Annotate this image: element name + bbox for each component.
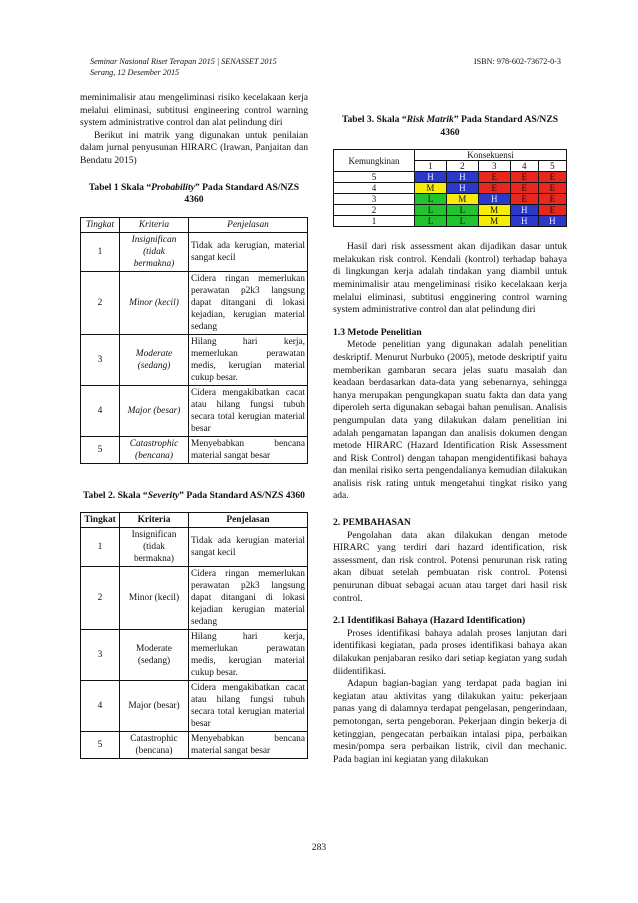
risk-cell: L	[415, 205, 447, 216]
level-cell: 4	[81, 385, 120, 436]
table-row	[81, 630, 308, 681]
page-number: 283	[311, 842, 327, 853]
activities-paragraph: Adapun bagian-bagian yang terdapat pada bagian ini kegiatan atau aktivitas yang dilakukan yaitu: pekerjaan panas yang di dalamnya terdapat pengelasan, pengerindaan, pemotongan, serta pengeboran. Pekerjaan dingin bekerja di ketinggian, pengecatan perbaikan intalasi pipa, perbaikan mesin/pompa sera perbaikan listrik, civil dan mechanic. Pada bagian ini kegiatan yang dilakukan	[333, 678, 567, 765]
matrix-intro-paragraph: Berikut ini matrik yang digunakan untuk penilaian dalam jurnal penyusunan HIRARC (Irawan, Panjaitan dan Bendatu 2015)	[80, 129, 308, 166]
table2-caption: Tabel 2. Skala “Severity” Pada Standard AS/NZS 4360	[83, 489, 305, 501]
likelihood-level: 4	[334, 183, 415, 194]
table3-caption: Tabel 3. Skala “Risk Matrik” Pada Standard AS/NZS 4360	[341, 114, 559, 138]
consequence-level: 1	[415, 161, 447, 172]
risk-cell: L	[415, 194, 447, 205]
description-cell: Menyebabkan bencana material sangat besar	[189, 436, 308, 463]
consequence-level: 3	[478, 161, 510, 172]
risk-cell: E	[538, 194, 566, 205]
method-paragraph: Metode penelitian yang digunakan adalah penelitian deskriptif. Menurut Nurbuko (2005), metode deskriptif yaitu memberikan gambaran secara jelas suatu masalah dan keadaan berdasarkan data-data yang sebenarnya, sehingga hanya merupakan pengungkapan suatu fakta dan data yang diperoleh serta digunakan sebagai bahan penulisan. Analisis pengumpulan data yang dilakukan dalam penelitian ini adalah pengamatan lapangan dan analisis dokumen dengan metode HIRARC (Hazard Identification Risk Assessment and Risk Control) dengan tahapan mengidentifikasi bahaya dan menilai risiko serta pengendalianya kemudian dilakukan analisis risk rating untuk mengetahui tingkat risiko yang ada.	[333, 339, 567, 502]
risk-cell: H	[478, 194, 510, 205]
risk-cell: E	[478, 172, 510, 183]
column-header: Penjelasan	[189, 217, 308, 232]
conference-name: Seminar Nasional Riset Terapan 2015 | SENASSET 2015	[90, 57, 277, 66]
risk-cell: M	[446, 194, 478, 205]
description-cell: Menyebabkan bencana material sangat besar	[189, 732, 308, 759]
hazard-identification-paragraph: Proses identifikasi bahaya adalah proses lanjutan dari identifikasi kegiatan, pada proses identifikasi bahaya akan dilakukan penjabaran resiko dari setiap kegiatan yang sudah diidentifikasi.	[333, 627, 567, 677]
table-row	[81, 385, 308, 436]
conference-date: Serang, 12 Desember 2015	[90, 68, 180, 77]
matrix-row	[334, 216, 567, 227]
column-header: Kriteria	[120, 217, 189, 232]
consequence-level: 2	[446, 161, 478, 172]
column-header: Penjelasan	[189, 513, 308, 528]
risk-cell: E	[538, 205, 566, 216]
risk-cell: E	[510, 183, 538, 194]
criteria-cell: Moderate (sedang)	[120, 334, 189, 385]
risk-cell: M	[478, 205, 510, 216]
level-cell: 1	[81, 232, 120, 271]
criteria-cell: Major (besar)	[120, 385, 189, 436]
table-row	[81, 681, 308, 732]
consequence-level: 4	[510, 161, 538, 172]
table-row	[81, 232, 308, 271]
left-column	[80, 92, 308, 759]
running-header	[90, 56, 277, 78]
discussion-paragraph: Pengolahan data akan dilakukan dengan metode HIRARC yang terdiri dari hazard identification, risk assessment, dan risk control. Potensi penurunan risk rating akan dibuat setelah pembuatan risk control. Potensi penurunan dibuat sebagai acuan atau target dari hasil risk control.	[333, 529, 567, 604]
level-cell: 5	[81, 732, 120, 759]
level-cell: 4	[81, 681, 120, 732]
isbn: ISBN: 978-602-73672-0-3	[473, 57, 561, 66]
description-cell: Cidera ringan memerlukan perawatan p2k3 langsung dapat ditangani di lokasi kejadian kerugian material sedang	[189, 567, 308, 630]
consequence-header: Konsekuensi	[415, 150, 567, 161]
level-cell: 1	[81, 528, 120, 567]
severity-table	[80, 512, 308, 759]
column-header: Tingkat	[81, 513, 120, 528]
risk-cell: H	[446, 172, 478, 183]
column-header: Kriteria	[120, 513, 189, 528]
table-row	[81, 271, 308, 334]
likelihood-level: 2	[334, 205, 415, 216]
description-cell: Hilang hari kerja, memerlukan perawatan medis, kerugian material cukup besar.	[189, 334, 308, 385]
table-row	[81, 567, 308, 630]
criteria-cell: Minor (kecil)	[120, 271, 189, 334]
risk-cell: E	[538, 172, 566, 183]
description-cell: Tidak ada kerugian, material sangat kecil	[189, 232, 308, 271]
risk-cell: E	[510, 172, 538, 183]
level-cell: 2	[81, 271, 120, 334]
description-cell: Hilang hari kerja, memerlukan perawatan medis, kerugian material cukup besar.	[189, 630, 308, 681]
level-cell: 3	[81, 334, 120, 385]
risk-cell: E	[478, 183, 510, 194]
table-row	[81, 334, 308, 385]
risk-cell: M	[415, 183, 447, 194]
likelihood-level: 3	[334, 194, 415, 205]
description-cell: Cidera mengakibatkan cacat atau hilang fungsi tubuh secara total kerugian material besar	[189, 681, 308, 732]
table1-caption: Tabel 1 Skala “Probability” Pada Standard AS/NZS 4360	[88, 181, 300, 206]
matrix-row	[334, 194, 567, 205]
risk-cell: H	[510, 205, 538, 216]
consequence-level: 5	[538, 161, 566, 172]
section-2-heading: 2. PEMBAHASAN	[333, 517, 411, 529]
risk-cell: H	[446, 183, 478, 194]
section-1-3-heading: 1.3 Metode Penelitian	[333, 326, 422, 338]
column-header: Tingkat	[81, 217, 120, 232]
description-cell: Tidak ada kerugian material sangat kecil	[189, 528, 308, 567]
right-column	[333, 92, 567, 766]
table-row	[81, 732, 308, 759]
risk-cell: L	[446, 216, 478, 227]
criteria-cell: Catastrophic (bencana)	[120, 436, 189, 463]
intro-paragraph: meminimalisir atau mengeliminasi risiko kecelakaan kerja melalui eliminasi, subtitusi engineering control warning system administrative control dan alat pelindung diri	[80, 92, 308, 129]
probability-table	[80, 217, 308, 464]
level-cell: 2	[81, 567, 120, 630]
criteria-cell: Major (besar)	[120, 681, 189, 732]
criteria-cell: Insignifican (tidak bermakna)	[120, 232, 189, 271]
table-header-row	[81, 513, 308, 528]
table-header-row	[81, 217, 308, 232]
likelihood-header: Kemungkinan	[334, 150, 415, 172]
table-row	[81, 528, 308, 567]
risk-cell: L	[446, 205, 478, 216]
risk-control-paragraph: Hasil dari risk assessment akan dijadikan dasar untuk melakukan risk control. Kendali (kontrol) terhadap bahaya di lingkungan kerja adalah tindakan yang diambil untuk meminimalisir atau mengeliminasi risiko kecelakaan kerja melalui eliminasi, subtitusi engginering control warning system administrative control dan alat pelindung diri	[333, 241, 567, 316]
likelihood-level: 1	[334, 216, 415, 227]
risk-matrix-table	[333, 149, 567, 227]
risk-cell: E	[538, 183, 566, 194]
level-cell: 3	[81, 630, 120, 681]
risk-cell: M	[478, 216, 510, 227]
criteria-cell: Moderate (sedang)	[120, 630, 189, 681]
criteria-cell: Insignifican (tidak bermakna)	[120, 528, 189, 567]
risk-cell: L	[415, 216, 447, 227]
table-header-row	[334, 150, 567, 161]
description-cell: Cidera mengakibatkan cacat atau hilang fungsi tubuh secara total kerugian material besar	[189, 385, 308, 436]
risk-cell: E	[510, 194, 538, 205]
likelihood-level: 5	[334, 172, 415, 183]
level-cell: 5	[81, 436, 120, 463]
matrix-row	[334, 183, 567, 194]
criteria-cell: Minor (kecil)	[120, 567, 189, 630]
risk-cell: H	[510, 216, 538, 227]
risk-cell: H	[538, 216, 566, 227]
section-2-1-heading: 2.1 Identifikasi Bahaya (Hazard Identification)	[333, 615, 526, 627]
matrix-row	[334, 205, 567, 216]
risk-cell: H	[415, 172, 447, 183]
matrix-row	[334, 172, 567, 183]
description-cell: Cidera ringan memerlukan perawatan p2k3 langsung dapat ditangani di lokasi kejadian, kerugian material sedang	[189, 271, 308, 334]
table-row	[81, 436, 308, 463]
criteria-cell: Catastrophic (bencana)	[120, 732, 189, 759]
